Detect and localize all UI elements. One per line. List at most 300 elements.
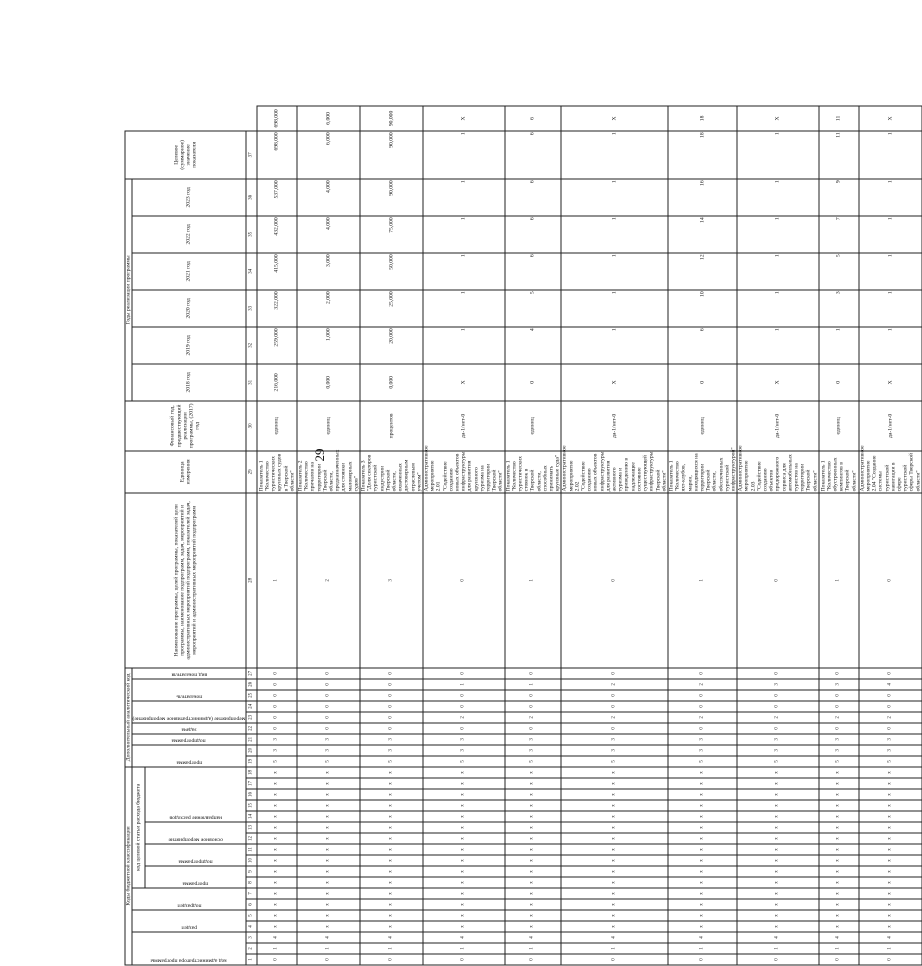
year-value-cell: 1 <box>423 253 505 290</box>
target-value-cell: 90,000 <box>360 106 423 131</box>
code-cell: х <box>505 800 562 811</box>
code-cell: х <box>859 800 922 811</box>
code-cell: 0 <box>737 493 819 668</box>
program-header: программа <box>176 759 202 765</box>
code-cell: х <box>505 789 562 800</box>
code-cell: 4 <box>859 679 922 690</box>
base-value-cell: 0 <box>505 364 562 401</box>
code-cell: х <box>737 888 819 899</box>
code-cell: 0 <box>737 668 819 679</box>
column-number-cell: 34 <box>246 253 257 290</box>
code-cell: х <box>737 877 819 888</box>
code-cell: х <box>360 855 423 866</box>
code-cell: х <box>257 822 297 833</box>
year-value-cell: 1 <box>859 216 922 253</box>
year-value-cell: 3,000 <box>297 253 360 290</box>
code-cell: 3 <box>668 734 737 745</box>
code-cell: х <box>668 778 737 789</box>
code-cell: х <box>505 888 562 899</box>
base-value-cell: Х <box>737 364 819 401</box>
code-cell: 0 <box>360 668 423 679</box>
code-cell: 2 <box>859 712 922 723</box>
code-cell: х <box>423 921 505 932</box>
code-cell: х <box>859 877 922 888</box>
year-value-cell: 1 <box>859 253 922 290</box>
code-cell: 0 <box>561 701 667 712</box>
code-cell: х <box>668 888 737 899</box>
code-cell: х <box>360 921 423 932</box>
measure-header: мероприятие (административное мероприятие) <box>133 715 246 721</box>
code-cell: х <box>819 822 859 833</box>
code-cell: 4 <box>819 932 859 943</box>
code-cell: 0 <box>360 679 423 690</box>
column-number-cell: 9 <box>246 866 257 877</box>
table-row <box>668 106 737 965</box>
code-cell: 0 <box>297 679 360 690</box>
code-cell: х <box>505 910 562 921</box>
code-cell: х <box>561 822 667 833</box>
code-cell: х <box>561 899 667 910</box>
code-cell: х <box>360 778 423 789</box>
code-cell: х <box>257 877 297 888</box>
page-number: 29 <box>312 439 328 471</box>
code-cell: х <box>819 844 859 855</box>
code-cell: 3 <box>819 734 859 745</box>
code-cell: 0 <box>505 690 562 701</box>
code-cell: х <box>819 877 859 888</box>
code-cell: х <box>859 811 922 822</box>
column-number-cell: 25 <box>246 690 257 701</box>
code-cell: х <box>561 866 667 877</box>
year-value-cell: 7 <box>819 216 859 253</box>
code-cell: 0 <box>297 723 360 734</box>
unit-cell: единиц <box>297 401 360 451</box>
code-cell: х <box>257 789 297 800</box>
target-value-cell: Х <box>737 106 819 131</box>
target-header: Целевое (суммарное) значение показателя <box>125 131 246 179</box>
column-number-cell: 10 <box>246 855 257 866</box>
code-cell: х <box>505 833 562 844</box>
year-value-cell: 1 <box>423 327 505 364</box>
year-value-cell: 322,000 <box>257 290 297 327</box>
year-value-cell: 1 <box>859 131 922 179</box>
code-cell: 5 <box>505 756 562 767</box>
code-cell: 4 <box>737 932 819 943</box>
code-cell: х <box>561 800 667 811</box>
base-value-cell: Х <box>423 364 505 401</box>
code-cell: 0 <box>423 954 505 965</box>
year-header: 2020 год <box>132 290 246 327</box>
year-value-cell: 4 <box>505 327 562 364</box>
code-cell: 3 <box>360 734 423 745</box>
year-header: 2023 год <box>132 179 246 216</box>
code-cell: 1 <box>859 943 922 954</box>
code-cell: х <box>668 910 737 921</box>
column-number-cell: 24 <box>246 701 257 712</box>
code-cell: х <box>257 888 297 899</box>
code-cell: 3 <box>668 745 737 756</box>
unit-cell: да-1/нет-0 <box>561 401 667 451</box>
code-cell: х <box>423 811 505 822</box>
year-value-cell: 6 <box>505 253 562 290</box>
code-cell: 0 <box>859 690 922 701</box>
code-cell: х <box>505 855 562 866</box>
year-value-cell: 10 <box>668 290 737 327</box>
code-cell: х <box>423 910 505 921</box>
column-number-cell: 3 <box>246 932 257 943</box>
code-cell: х <box>668 844 737 855</box>
code-cell: х <box>257 910 297 921</box>
code-cell: х <box>297 877 360 888</box>
code-cell: х <box>737 921 819 932</box>
code-cell: 0 <box>257 679 297 690</box>
code-cell: 3 <box>505 745 562 756</box>
code-cell: 0 <box>561 668 667 679</box>
code-cell: 1 <box>668 493 737 668</box>
code-cell: 3 <box>423 745 505 756</box>
code-cell: х <box>257 811 297 822</box>
code-cell: х <box>819 789 859 800</box>
code-cell: х <box>360 800 423 811</box>
column-number-cell: 16 <box>246 789 257 800</box>
code-cell: х <box>561 910 667 921</box>
column-number-cell: 11 <box>246 844 257 855</box>
code-cell: х <box>360 767 423 778</box>
column-number-cell: 23 <box>246 712 257 723</box>
code-cell: 3 <box>360 493 423 668</box>
code-cell: х <box>859 844 922 855</box>
code-cell: х <box>737 778 819 789</box>
code-cell: 0 <box>257 712 297 723</box>
table-row <box>257 106 297 965</box>
code-cell: 0 <box>257 701 297 712</box>
year-value-cell: 75,000 <box>360 216 423 253</box>
code-cell: 4 <box>859 932 922 943</box>
code-cell: 1 <box>505 943 562 954</box>
table-row <box>297 106 360 965</box>
code-cell: х <box>668 811 737 822</box>
article-subprogram-header: подпрограмма <box>179 858 213 864</box>
code-cell: 0 <box>668 723 737 734</box>
code-cell: х <box>360 888 423 899</box>
code-cell: х <box>668 789 737 800</box>
year-value-cell: 1 <box>561 131 667 179</box>
code-cell: х <box>297 811 360 822</box>
code-cell: х <box>859 866 922 877</box>
code-cell: 0 <box>257 690 297 701</box>
code-cell: х <box>423 767 505 778</box>
code-cell: 1 <box>668 943 737 954</box>
year-header: 2018 год <box>132 364 246 401</box>
year-value-cell: 1 <box>859 179 922 216</box>
row-name-cell: Показатель 3 "Доля секторов туристской индустрии Тверской области, охваченных достоверным отраслевым учетом" <box>360 451 423 493</box>
year-value-cell: 12 <box>668 253 737 290</box>
code-cell: х <box>423 855 505 866</box>
code-cell: х <box>297 822 360 833</box>
code-cell: 5 <box>737 756 819 767</box>
code-cell: 5 <box>423 756 505 767</box>
code-cell: х <box>859 910 922 921</box>
code-cell: х <box>668 822 737 833</box>
year-value-cell: 50,000 <box>360 253 423 290</box>
code-cell: х <box>737 833 819 844</box>
year-value-cell: 1 <box>561 253 667 290</box>
year-value-cell: 90,000 <box>360 179 423 216</box>
code-cell: х <box>297 844 360 855</box>
code-cell: х <box>297 888 360 899</box>
code-cell: х <box>819 811 859 822</box>
code-cell: х <box>505 844 562 855</box>
code-cell: 0 <box>423 701 505 712</box>
code-cell: 0 <box>423 723 505 734</box>
code-cell: х <box>297 767 360 778</box>
code-cell: х <box>561 833 667 844</box>
year-value-cell: 5 <box>819 253 859 290</box>
code-cell: х <box>297 921 360 932</box>
code-cell: 0 <box>423 690 505 701</box>
code-cell: 0 <box>819 668 859 679</box>
code-cell: 0 <box>360 723 423 734</box>
unit-cell: процентов <box>360 401 423 451</box>
row-name-cell: Административное мероприятие 2.01 "Содействие созданию новых объектов инфраструктуры для развития круизного туризма на территории Тверской области" <box>423 451 505 493</box>
code-cell: х <box>505 877 562 888</box>
year-value-cell: 11 <box>819 131 859 179</box>
code-cell: 0 <box>737 690 819 701</box>
code-cell: х <box>561 767 667 778</box>
code-cell: х <box>859 789 922 800</box>
code-cell: 4 <box>423 932 505 943</box>
code-cell: 3 <box>819 745 859 756</box>
code-cell: х <box>561 844 667 855</box>
code-cell: х <box>859 778 922 789</box>
year-value-cell: 14 <box>668 216 737 253</box>
article-program-header: программа <box>183 880 209 886</box>
table-row <box>561 106 667 965</box>
task-header: задача <box>182 726 197 732</box>
target-value-cell: Х <box>561 106 667 131</box>
code-cell: 0 <box>819 690 859 701</box>
code-cell: х <box>737 910 819 921</box>
year-value-cell: 3 <box>819 290 859 327</box>
code-cell: х <box>737 822 819 833</box>
column-number-cell: 12 <box>246 833 257 844</box>
column-number-cell: 21 <box>246 734 257 745</box>
target-value-cell: 18 <box>668 106 737 131</box>
base-value-cell: 216,000 <box>257 364 297 401</box>
code-cell: 0 <box>423 668 505 679</box>
code-cell: 1 <box>423 679 505 690</box>
code-cell: 0 <box>859 954 922 965</box>
code-cell: х <box>819 855 859 866</box>
code-cell: х <box>257 921 297 932</box>
unit-cell: единиц <box>668 401 737 451</box>
code-cell: 0 <box>297 690 360 701</box>
code-cell: х <box>423 822 505 833</box>
code-cell: х <box>297 789 360 800</box>
year-header: 2022 год <box>132 216 246 253</box>
year-value-cell: 6 <box>668 327 737 364</box>
code-cell: х <box>561 888 667 899</box>
unit-cell: да-1/нет-0 <box>737 401 819 451</box>
code-cell: 0 <box>819 701 859 712</box>
code-cell: х <box>737 811 819 822</box>
year-value-cell: 5 <box>505 290 562 327</box>
code-cell: х <box>505 811 562 822</box>
article-expense-direction-header: направление расходов <box>169 814 222 820</box>
year-value-cell: 1 <box>561 327 667 364</box>
code-cell: х <box>668 877 737 888</box>
code-cell: х <box>360 899 423 910</box>
base-value-cell: 0,000 <box>360 364 423 401</box>
code-cell: 2 <box>297 493 360 668</box>
code-cell: х <box>297 855 360 866</box>
code-cell: х <box>360 833 423 844</box>
target-value-cell: Х <box>423 106 505 131</box>
column-number-cell: 30 <box>246 401 257 451</box>
code-cell: 3 <box>859 734 922 745</box>
year-value-cell: 698,000 <box>257 131 297 179</box>
code-cell: х <box>668 800 737 811</box>
code-cell: х <box>737 866 819 877</box>
indicator-header: показатель <box>176 693 202 699</box>
row-name-cell: Показатель 1 "Количество обустроенных кемпингов в Тверской области" <box>819 451 859 493</box>
code-cell: 3 <box>737 745 819 756</box>
code-cell: х <box>423 800 505 811</box>
prev-year-header: Финансовый год, предшествующий реализации программы, (2017) год <box>125 401 246 451</box>
code-cell: х <box>859 921 922 932</box>
year-value-cell: 90,000 <box>360 131 423 179</box>
table-row <box>737 106 819 965</box>
code-cell: х <box>668 866 737 877</box>
code-cell: х <box>819 899 859 910</box>
code-cell: х <box>360 822 423 833</box>
table-row <box>360 106 423 965</box>
code-cell: 0 <box>561 493 667 668</box>
code-cell: 0 <box>360 701 423 712</box>
year-value-cell: 4,000 <box>297 216 360 253</box>
year-value-cell: 1 <box>423 131 505 179</box>
year-value-cell: 16 <box>668 179 737 216</box>
code-cell: 1 <box>360 943 423 954</box>
code-cell: х <box>423 877 505 888</box>
code-cell: 0 <box>737 701 819 712</box>
column-number-cell: 28 <box>246 493 257 668</box>
code-cell: 3 <box>737 679 819 690</box>
code-cell: 0 <box>859 668 922 679</box>
subprogram-header: подпрограмма <box>172 737 206 743</box>
code-cell: 1 <box>505 679 562 690</box>
code-cell: х <box>505 921 562 932</box>
admin-code-header: код администратора программы <box>151 957 227 963</box>
column-number-cell: 17 <box>246 778 257 789</box>
code-cell: 5 <box>561 756 667 767</box>
unit-cell: да-1/нет-0 <box>423 401 505 451</box>
code-cell: 1 <box>297 943 360 954</box>
year-value-cell: 1 <box>859 327 922 364</box>
code-cell: 0 <box>859 723 922 734</box>
row-name-cell: Административное мероприятие 2.03 "Содействие созданию объектов придорожного сервиса для автомобильных туристов на территории Тверской области" <box>737 451 819 493</box>
code-cell: 3 <box>257 734 297 745</box>
code-cell: 4 <box>257 932 297 943</box>
year-value-cell: 2,000 <box>297 290 360 327</box>
code-cell: 4 <box>561 932 667 943</box>
year-value-cell: 4,000 <box>297 179 360 216</box>
code-cell: 3 <box>423 734 505 745</box>
table-row <box>859 106 922 965</box>
column-number-cell: 1 <box>246 954 257 965</box>
code-cell: х <box>561 789 667 800</box>
code-cell: 0 <box>505 701 562 712</box>
row-name-cell: Показатель 1 "Количество туристических стоянок в Тверской области, способных принимать круизные суда" <box>505 451 562 493</box>
base-value-cell: Х <box>859 364 922 401</box>
code-cell: 0 <box>819 954 859 965</box>
code-cell: х <box>561 778 667 789</box>
code-cell: 5 <box>297 756 360 767</box>
code-cell: х <box>257 855 297 866</box>
code-cell: 2 <box>423 712 505 723</box>
code-cell: 0 <box>423 493 505 668</box>
code-cell: х <box>819 910 859 921</box>
code-cell: 0 <box>360 712 423 723</box>
code-cell: х <box>737 899 819 910</box>
code-cell: 4 <box>505 932 562 943</box>
code-cell: х <box>737 767 819 778</box>
code-cell: 0 <box>668 954 737 965</box>
year-value-cell: 25,000 <box>360 290 423 327</box>
target-value-cell: 698,000 <box>257 106 297 131</box>
code-cell: х <box>819 767 859 778</box>
code-cell: 3 <box>819 679 859 690</box>
target-value-cell: Х <box>859 106 922 131</box>
year-value-cell: 1 <box>737 179 819 216</box>
year-value-cell: 1 <box>737 290 819 327</box>
row-name-cell: Показатель 1 "Количество яхт-клубов, марин, находящихся на территории Тверской области, обеспеченных туристской инфраструктурой" <box>668 451 737 493</box>
column-number-cell: 22 <box>246 723 257 734</box>
column-number-cell: 15 <box>246 800 257 811</box>
code-cell: х <box>423 778 505 789</box>
code-cell: х <box>423 888 505 899</box>
code-cell: х <box>668 921 737 932</box>
code-cell: 5 <box>257 756 297 767</box>
base-value-cell: 0 <box>819 364 859 401</box>
column-number-cell: 32 <box>246 327 257 364</box>
year-value-cell: 1 <box>561 216 667 253</box>
additional-codes-header: Дополнительный аналитический код <box>125 668 132 767</box>
code-cell: 3 <box>561 734 667 745</box>
code-cell: х <box>297 800 360 811</box>
code-cell: х <box>561 855 667 866</box>
column-number-cell: 33 <box>246 290 257 327</box>
year-value-cell: 1 <box>737 216 819 253</box>
target-value-cell: 6 <box>505 106 562 131</box>
unit-cell: единиц <box>257 401 297 451</box>
code-cell: х <box>257 800 297 811</box>
code-cell: х <box>257 767 297 778</box>
target-value-cell: 6,000 <box>297 106 360 131</box>
year-value-cell: 20,000 <box>360 327 423 364</box>
code-cell: х <box>505 767 562 778</box>
code-cell: х <box>819 778 859 789</box>
year-value-cell: 1 <box>737 327 819 364</box>
code-cell: 0 <box>737 954 819 965</box>
subsection-header: подраздел <box>177 902 201 908</box>
column-number-cell: 7 <box>246 888 257 899</box>
code-cell: 0 <box>505 668 562 679</box>
column-number-cell: 6 <box>246 899 257 910</box>
year-value-cell: 1 <box>423 290 505 327</box>
code-cell: 3 <box>360 745 423 756</box>
code-cell: х <box>505 866 562 877</box>
